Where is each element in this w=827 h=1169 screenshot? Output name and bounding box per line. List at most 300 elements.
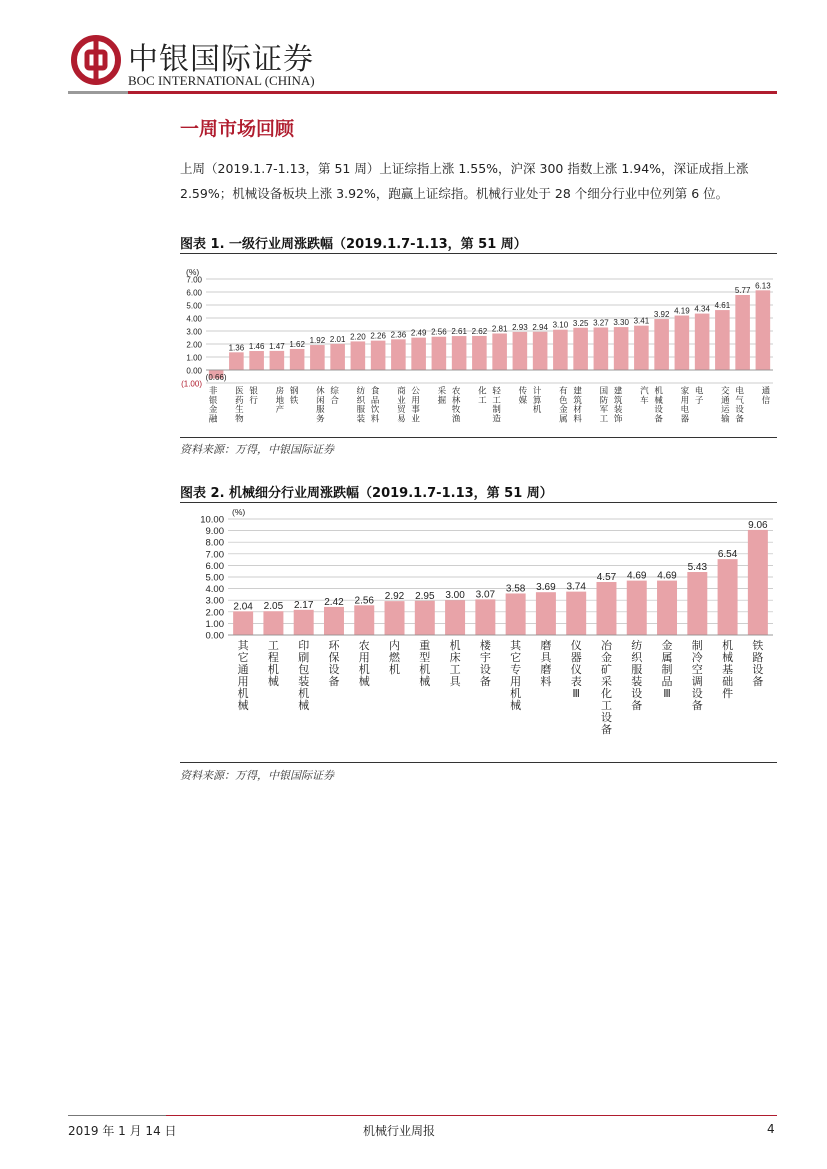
svg-text:它: 它 [237, 652, 249, 664]
svg-text:金: 金 [208, 404, 218, 415]
svg-text:础: 础 [722, 676, 734, 688]
bar [553, 330, 568, 370]
category-label [438, 385, 447, 404]
svg-text:设: 设 [735, 404, 744, 415]
value-label: 4.19 [674, 306, 690, 316]
svg-text:械: 械 [510, 700, 522, 712]
value-label: 3.92 [653, 310, 670, 320]
value-label: 2.36 [390, 330, 407, 340]
svg-text:综: 综 [330, 385, 339, 396]
brand-name-cn: 中银国际证券 [128, 42, 314, 77]
svg-text:产: 产 [275, 404, 285, 415]
value-label: 3.69 [536, 582, 556, 594]
figure2-chart [180, 504, 777, 760]
svg-text:重: 重 [419, 640, 431, 652]
value-label: 2.42 [324, 596, 344, 608]
svg-text:农: 农 [451, 385, 461, 396]
bar [472, 336, 487, 370]
category-label [209, 385, 218, 423]
svg-text:备: 备 [328, 676, 340, 688]
category-label [762, 385, 771, 404]
svg-text:合: 合 [330, 394, 339, 405]
bar [756, 290, 771, 370]
bar [249, 351, 264, 370]
bar [687, 572, 707, 635]
figure1-top-rule [180, 253, 777, 254]
svg-text:工: 工 [492, 394, 501, 405]
svg-text:备: 备 [735, 413, 744, 424]
value-label: 3.41 [633, 316, 650, 326]
svg-text:务: 务 [316, 413, 325, 424]
value-label: 2.20 [350, 332, 366, 342]
svg-text:械: 械 [419, 676, 431, 688]
svg-text:传: 传 [518, 385, 528, 396]
figure2-source: 资料来源：万得，中银国际证券 [180, 769, 334, 782]
svg-text:化: 化 [478, 385, 487, 396]
value-label: 9.06 [748, 519, 768, 531]
value-label: 1.46 [248, 342, 265, 352]
svg-text:设: 设 [752, 664, 764, 676]
bar [354, 605, 374, 635]
svg-text:非: 非 [208, 385, 218, 396]
value-label: 2.93 [512, 322, 528, 332]
bar [506, 593, 526, 635]
category-label [510, 639, 522, 712]
y-tick-label: 3.00 [205, 595, 224, 607]
svg-text:钢: 钢 [289, 385, 299, 396]
svg-text:设: 设 [479, 664, 491, 676]
category-label [357, 385, 366, 423]
brand-name-en: BOC INTERNATIONAL (CHINA) [128, 73, 315, 88]
svg-text:色: 色 [559, 394, 568, 405]
svg-text:有: 有 [559, 385, 568, 396]
svg-text:物: 物 [235, 413, 244, 424]
header-logo [70, 34, 390, 90]
svg-text:印: 印 [298, 640, 310, 652]
svg-text:业: 业 [411, 413, 420, 424]
svg-text:仪: 仪 [570, 640, 582, 652]
svg-text:备: 备 [631, 700, 643, 712]
bank-of-china-logo-icon [70, 34, 122, 86]
svg-text:机: 机 [237, 688, 249, 700]
svg-text:装: 装 [613, 404, 623, 415]
svg-text:计: 计 [532, 385, 542, 396]
svg-text:其: 其 [510, 640, 522, 652]
svg-text:闲: 闲 [316, 394, 325, 405]
bar [452, 336, 467, 370]
svg-text:属: 属 [661, 652, 673, 664]
svg-text:品: 品 [370, 394, 380, 405]
figure1-title: 图表 1. 一级行业周涨跌幅（2019.1.7-1.13，第 51 周） [180, 237, 527, 252]
bar [391, 339, 406, 370]
svg-text:易: 易 [397, 413, 406, 424]
svg-text:它: 它 [510, 652, 522, 664]
figure1-bottom-rule [180, 437, 777, 438]
bar [294, 610, 314, 635]
svg-text:公: 公 [411, 385, 420, 396]
svg-text:调: 调 [691, 676, 703, 688]
svg-text:机: 机 [654, 385, 663, 396]
value-label: 2.05 [263, 601, 284, 613]
svg-text:通: 通 [721, 394, 730, 405]
category-label [600, 385, 609, 423]
bar [614, 327, 629, 370]
svg-text:轻: 轻 [492, 385, 501, 396]
svg-text:专: 专 [510, 664, 522, 676]
y-tick-label: 1.00 [186, 353, 202, 363]
category-label [397, 385, 406, 423]
value-label: 1.36 [228, 343, 245, 353]
footer-report-name: 机械行业周报 [363, 1124, 436, 1138]
svg-text:运: 运 [721, 404, 730, 415]
value-label: 1.92 [309, 336, 326, 346]
value-label: 4.61 [714, 301, 731, 311]
bar [330, 344, 345, 370]
svg-text:筑: 筑 [573, 394, 582, 405]
bar [596, 582, 616, 635]
svg-text:制: 制 [492, 404, 501, 415]
value-label: 4.57 [596, 571, 617, 583]
svg-text:Ⅲ: Ⅲ [572, 688, 580, 700]
svg-text:设: 设 [600, 712, 612, 724]
svg-text:用: 用 [680, 394, 690, 405]
svg-text:保: 保 [328, 652, 340, 664]
category-label [631, 639, 643, 712]
bar [229, 352, 244, 370]
category-label [573, 385, 582, 423]
svg-text:器: 器 [680, 413, 690, 424]
svg-text:程: 程 [267, 652, 279, 664]
category-label [533, 385, 542, 414]
svg-text:房: 房 [275, 385, 285, 396]
value-label: 5.77 [734, 285, 751, 295]
svg-text:织: 织 [631, 652, 643, 664]
svg-text:品: 品 [661, 676, 673, 688]
bar [445, 600, 465, 635]
svg-text:燃: 燃 [389, 652, 401, 664]
value-label: 2.49 [410, 328, 427, 338]
bar [536, 592, 556, 635]
bar [233, 611, 253, 635]
category-label [601, 639, 613, 736]
svg-text:备: 备 [752, 676, 764, 688]
category-label [411, 385, 420, 423]
bar [627, 581, 647, 635]
value-label: 4.34 [694, 304, 710, 314]
category-label [721, 385, 730, 423]
svg-text:纺: 纺 [631, 640, 643, 652]
value-label: 3.07 [475, 589, 496, 601]
figure2-title: 图表 2. 机械细分行业周涨跌幅（2019.1.7-1.13，第 51 周） [180, 486, 553, 501]
category-label [450, 638, 462, 688]
svg-text:备: 备 [600, 724, 612, 736]
page-number: 4 [767, 1122, 775, 1136]
bar [411, 338, 426, 370]
y-tick-label: 4.00 [205, 584, 224, 596]
svg-text:制: 制 [691, 640, 703, 652]
svg-text:生: 生 [235, 404, 244, 415]
svg-text:汽: 汽 [640, 385, 649, 396]
svg-text:属: 属 [559, 413, 568, 424]
bar [748, 530, 768, 635]
category-label [298, 639, 309, 712]
category-label [478, 385, 487, 404]
svg-text:采: 采 [600, 676, 612, 688]
y-tick-label: 7.00 [186, 275, 202, 285]
y-tick-label: 10.00 [200, 514, 224, 526]
y-tick-label: 7.00 [205, 549, 224, 561]
category-label [722, 638, 733, 700]
value-label: 3.74 [566, 581, 586, 593]
y-tick-label: 2.00 [205, 607, 224, 619]
category-label [571, 639, 582, 700]
svg-text:工: 工 [449, 664, 461, 676]
svg-text:包: 包 [298, 664, 310, 676]
svg-text:环: 环 [328, 640, 340, 652]
category-label [276, 385, 285, 414]
svg-text:械: 械 [237, 700, 249, 712]
svg-text:子: 子 [694, 394, 704, 405]
bar [566, 592, 586, 635]
category-label [359, 639, 370, 688]
bar [290, 349, 305, 370]
svg-text:金: 金 [559, 404, 568, 415]
y-tick-label: 8.00 [205, 537, 224, 549]
svg-text:贸: 贸 [397, 404, 406, 415]
svg-text:渔: 渔 [451, 413, 461, 424]
svg-text:休: 休 [316, 385, 325, 396]
y-tick-label: 6.00 [205, 560, 224, 572]
y-axis-unit-label: (%) [232, 507, 246, 517]
bar [695, 314, 710, 370]
value-label: 6.54 [717, 549, 738, 561]
svg-text:输: 输 [721, 413, 730, 424]
value-label: 1.47 [269, 341, 285, 351]
value-label: 2.92 [384, 591, 405, 603]
svg-text:备: 备 [479, 676, 491, 688]
y-tick-label: 9.00 [205, 526, 224, 538]
summary-paragraph: 上周（2019.1.7-1.13，第 51 周）上证综指上涨 1.55%，沪深 300 指数上涨 1.94%，深证成指上涨 2.59%；机械设备板块上涨 3.92%，跑赢上证综指。机械行业处于 28 个细分行业中位列第 6 位。 [180, 161, 749, 201]
value-label: 2.01 [329, 334, 346, 344]
bar [573, 328, 588, 370]
svg-text:矿: 矿 [600, 664, 612, 676]
bar [735, 295, 750, 370]
y-tick-label: 4.00 [186, 314, 202, 324]
svg-text:冷: 冷 [691, 652, 703, 664]
svg-text:型: 型 [419, 652, 431, 664]
figure2-bottom-rule [180, 762, 777, 763]
category-label [752, 638, 763, 688]
svg-text:媒: 媒 [518, 394, 528, 405]
svg-text:工: 工 [599, 413, 609, 424]
svg-text:表: 表 [570, 676, 582, 688]
svg-text:工: 工 [478, 394, 487, 405]
svg-text:磨: 磨 [540, 640, 552, 652]
svg-text:国: 国 [599, 385, 609, 396]
y-tick-label: 3.00 [186, 327, 202, 337]
bar [594, 327, 609, 370]
svg-text:械: 械 [358, 676, 370, 688]
svg-text:宇: 宇 [479, 652, 491, 664]
bar [718, 559, 738, 635]
category-label [559, 385, 568, 423]
svg-text:设: 设 [691, 688, 703, 700]
value-label: 2.81 [491, 324, 508, 334]
category-label [452, 385, 461, 423]
svg-text:件: 件 [722, 688, 734, 700]
bar [415, 601, 435, 635]
value-label: 2.04 [233, 601, 253, 613]
svg-text:制: 制 [661, 664, 673, 676]
category-label [540, 639, 552, 688]
svg-text:通: 通 [237, 664, 249, 676]
bar [432, 337, 447, 370]
svg-text:食: 食 [370, 385, 380, 396]
svg-text:机: 机 [510, 688, 522, 700]
svg-text:建: 建 [573, 385, 582, 396]
svg-text:械: 械 [722, 652, 734, 664]
value-label: 2.26 [370, 331, 386, 341]
svg-text:织: 织 [356, 394, 366, 405]
value-label: 3.30 [613, 318, 629, 328]
bar [675, 316, 690, 370]
svg-text:料: 料 [573, 413, 582, 424]
svg-text:料: 料 [540, 676, 552, 688]
svg-text:纺: 纺 [356, 385, 366, 396]
svg-text:刷: 刷 [298, 652, 310, 664]
svg-text:机: 机 [267, 664, 279, 676]
svg-text:材: 材 [573, 404, 582, 415]
y-tick-label: 1.00 [205, 618, 224, 630]
footer-divider [68, 1115, 777, 1116]
svg-text:装: 装 [631, 676, 643, 688]
footer-date: 2019 年 1 月 14 日 [68, 1124, 177, 1138]
svg-text:地: 地 [275, 394, 285, 405]
category-label [330, 385, 339, 404]
svg-text:磨: 磨 [540, 664, 552, 676]
svg-text:铁: 铁 [752, 640, 764, 652]
value-label: 2.95 [415, 590, 435, 602]
svg-text:空: 空 [691, 664, 703, 676]
category-label [328, 639, 340, 688]
svg-text:器: 器 [570, 652, 582, 664]
svg-text:用: 用 [510, 676, 522, 688]
svg-text:械: 械 [654, 394, 663, 405]
svg-text:具: 具 [449, 676, 461, 688]
svg-text:化: 化 [600, 688, 612, 700]
svg-text:工: 工 [600, 700, 612, 712]
bar [324, 607, 344, 635]
svg-text:电: 电 [694, 385, 704, 396]
bar [715, 310, 730, 370]
value-label: 3.00 [445, 590, 465, 602]
category-label [654, 385, 663, 423]
bar [492, 333, 507, 370]
header-divider [68, 91, 777, 94]
svg-text:牧: 牧 [451, 404, 461, 415]
category-label [640, 385, 649, 404]
value-label: (0.66) [205, 373, 227, 382]
svg-text:料: 料 [370, 413, 380, 424]
bar [634, 326, 649, 370]
category-label [662, 638, 673, 700]
svg-text:金: 金 [661, 640, 673, 652]
bar [657, 581, 677, 635]
category-label [371, 385, 380, 423]
bar [371, 341, 386, 370]
bar [310, 345, 325, 370]
svg-text:械: 械 [267, 676, 279, 688]
value-label: 3.27 [593, 318, 609, 328]
svg-text:基: 基 [722, 664, 734, 676]
y-tick-label: 2.00 [186, 340, 202, 350]
svg-text:饰: 饰 [613, 413, 623, 424]
svg-text:交: 交 [721, 385, 730, 396]
category-label [249, 385, 258, 404]
category-label [238, 639, 250, 712]
svg-text:机: 机 [389, 664, 401, 676]
svg-text:农: 农 [358, 640, 370, 652]
value-label: 2.62 [471, 326, 488, 336]
svg-text:机: 机 [722, 640, 734, 652]
svg-text:车: 车 [640, 394, 649, 405]
svg-text:军: 军 [599, 404, 609, 415]
svg-text:事: 事 [411, 404, 420, 415]
svg-text:楼: 楼 [479, 640, 491, 652]
y-tick-label: 5.00 [186, 301, 202, 311]
svg-text:掘: 掘 [437, 394, 447, 405]
svg-text:设: 设 [631, 688, 643, 700]
svg-text:内: 内 [389, 640, 401, 652]
svg-text:林: 林 [451, 394, 461, 405]
section-title: 一周市场回顾 [180, 118, 295, 140]
bar [351, 341, 366, 370]
svg-text:医: 医 [235, 385, 244, 396]
svg-text:造: 造 [492, 413, 501, 424]
svg-text:金: 金 [600, 652, 612, 664]
value-label: 4.69 [627, 570, 647, 582]
svg-text:银: 银 [249, 385, 258, 396]
svg-text:机: 机 [449, 640, 461, 652]
svg-text:装: 装 [298, 676, 310, 688]
category-label [290, 385, 299, 404]
svg-text:通: 通 [761, 385, 771, 396]
category-label [695, 385, 704, 404]
svg-text:电: 电 [680, 404, 690, 415]
svg-text:Ⅲ: Ⅲ [663, 688, 671, 700]
svg-text:建: 建 [613, 385, 623, 396]
svg-text:气: 气 [735, 394, 744, 405]
svg-text:饮: 饮 [370, 404, 380, 415]
y-tick-label: 5.00 [205, 572, 224, 584]
y-tick-label: (1.00) [181, 379, 202, 389]
category-label [681, 385, 690, 423]
svg-text:路: 路 [752, 652, 764, 664]
bar [263, 611, 283, 635]
svg-text:电: 电 [735, 385, 744, 396]
svg-text:用: 用 [237, 676, 249, 688]
value-label: 2.56 [431, 327, 447, 337]
svg-text:机: 机 [419, 664, 431, 676]
svg-text:用: 用 [358, 652, 370, 664]
svg-text:设: 设 [328, 664, 340, 676]
value-label: 3.58 [505, 583, 526, 595]
category-label [735, 385, 744, 423]
svg-text:冶: 冶 [600, 640, 612, 652]
svg-text:械: 械 [298, 700, 310, 712]
value-label: 6.13 [755, 281, 771, 291]
category-label [316, 385, 325, 423]
